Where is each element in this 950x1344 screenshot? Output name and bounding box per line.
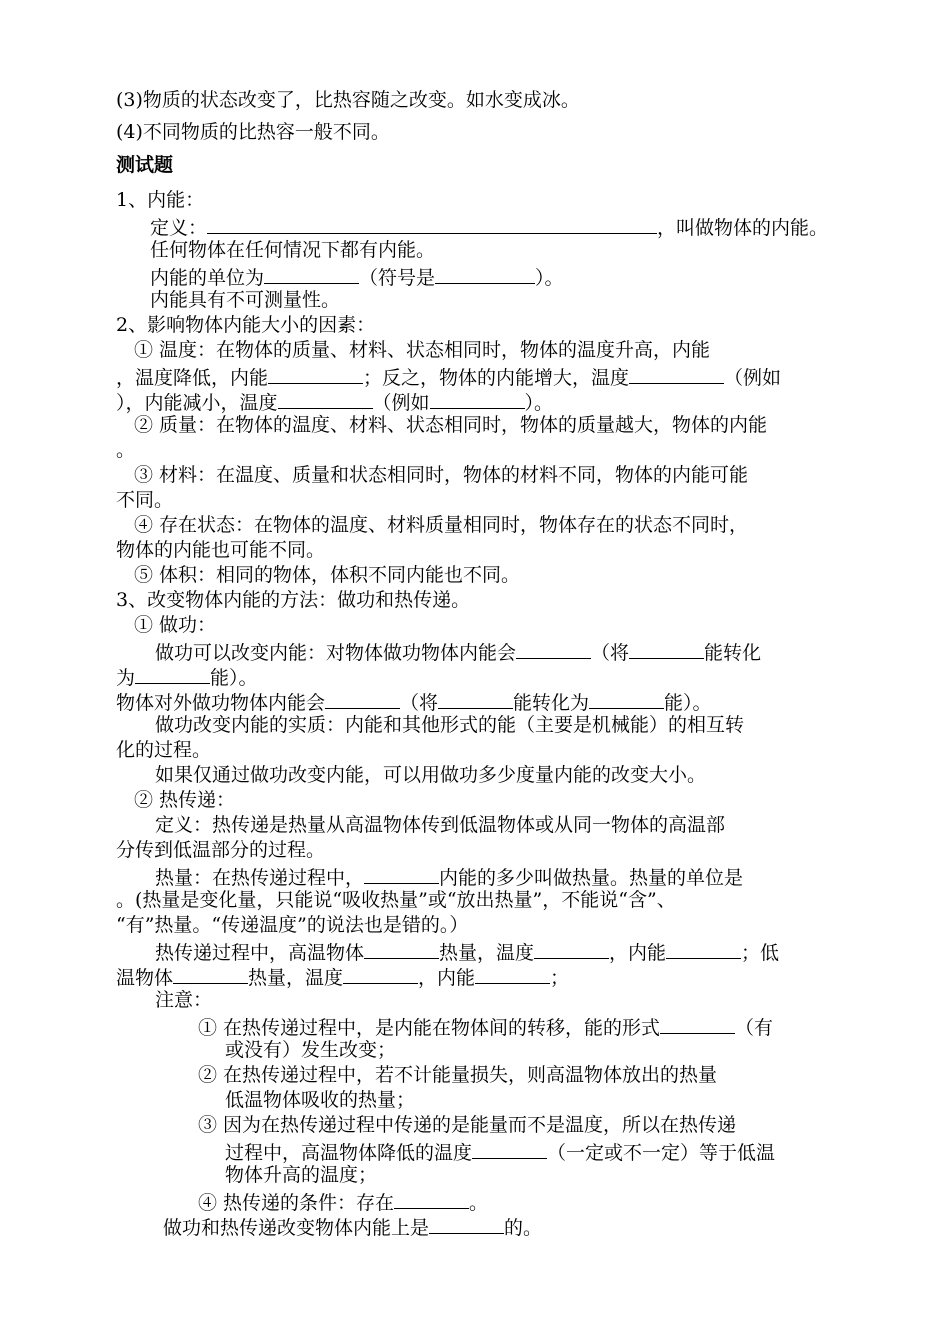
section-title: 测试题 (116, 154, 174, 176)
q2-state-2: 物体的内能也可能不同。 (116, 539, 326, 561)
q1-heading: 1、内能： (116, 189, 205, 211)
q3-heat-heading: ② 热传递： (134, 789, 236, 811)
q3-note-1b: 或没有）发生改变； (225, 1039, 397, 1061)
blank[interactable] (173, 963, 248, 984)
q1-measure: 内能具有不可测量性。 (150, 289, 341, 311)
blank[interactable] (629, 363, 724, 384)
blank[interactable] (534, 938, 609, 959)
blank[interactable] (629, 638, 704, 659)
blank[interactable] (516, 638, 591, 659)
q2-heading: 2、影响物体内能大小的因素： (116, 314, 376, 336)
q3-heat-amount-3: “有”热量。“传递温度”的说法也是错的。） (116, 914, 469, 936)
q2-mass-2: 。 (116, 439, 136, 461)
q2-material-2: 不同。 (116, 489, 174, 511)
q3-heat-def-1: 定义：热传递是热量从高温物体传到低温物体或从同一物体的高温部 (155, 814, 726, 836)
blank[interactable] (472, 1138, 547, 1159)
q3-note-4: ④ 热传递的条件：存在 。 (198, 1188, 488, 1216)
q3-work-2: 为 能）。 (116, 663, 258, 691)
q3-final: 做功和热传递改变物体内能上是 的。 (163, 1213, 542, 1241)
blank[interactable] (430, 388, 525, 409)
q1-unit: 内能的单位为 （符号是 ）。 (150, 263, 564, 291)
q3-process-1: 热传递过程中，高温物体 热量，温度 ，内能 ；低 (155, 938, 779, 966)
blank[interactable] (589, 688, 664, 709)
q3-note-heading: 注意： (155, 989, 213, 1011)
blank[interactable] (435, 263, 535, 284)
q3-heading: 3、改变物体内能的方法：做功和热传递。 (116, 589, 471, 611)
q1-definition: 定义： ，叫做物体的内能。 (150, 213, 828, 241)
q3-heat-amount-1: 热量：在热传递过程中， 内能的多少叫做热量。热量的单位是 (155, 863, 743, 891)
q2-temp-1: ① 温度：在物体的质量、材料、状态相同时，物体的温度升高，内能 (134, 339, 711, 361)
q3-heat-def-2: 分传到低温部分的过程。 (116, 839, 326, 861)
blank[interactable] (429, 1213, 504, 1234)
q3-work-heading: ① 做功： (134, 614, 217, 636)
q3-essence-1: 做功改变内能的实质：内能和其他形式的能（主要是机械能）的相互转 (155, 714, 745, 736)
q2-temp-3: ），内能减小，温度 （例如 ）。 (116, 388, 553, 416)
q3-note-3a: ③ 因为在热传递过程中传递的是能量而不是温度，所以在热传递 (198, 1114, 737, 1136)
q3-note-2b: 低温物体吸收的热量； (225, 1089, 416, 1111)
blank[interactable] (364, 938, 439, 959)
blank[interactable] (394, 1188, 469, 1209)
q2-mass-1: ② 质量：在物体的温度、材料、状态相同时，物体的质量越大，物体的内能 (134, 414, 768, 436)
q1-any: 任何物体在任何情况下都有内能。 (150, 239, 436, 261)
q3-work-1: 做功可以改变内能：对物体做功物体内能会 （将 能转化 (155, 638, 761, 666)
q2-material-1: ③ 材料：在温度、质量和状态相同时，物体的材料不同，物体的内能可能 (134, 464, 749, 486)
blank[interactable] (278, 388, 373, 409)
blank[interactable] (666, 938, 741, 959)
blank[interactable] (475, 963, 550, 984)
blank[interactable] (268, 363, 363, 384)
q2-state-1: ④ 存在状态：在物体的温度、材料质量相同时，物体存在的状态不同时， (134, 514, 749, 536)
q3-measure: 如果仅通过做功改变内能，可以用做功多少度量内能的改变大小。 (155, 764, 707, 786)
q3-heat-amount-2: 。(热量是变化量，只能说“吸收热量”或“放出热量”，不能说“含”、 (116, 889, 676, 911)
blank[interactable] (343, 963, 418, 984)
blank[interactable] (264, 263, 359, 284)
q3-note-3b: 过程中，高温物体降低的温度 （一定或不一定）等于低温 (225, 1138, 775, 1166)
blank[interactable] (135, 663, 210, 684)
q3-work-3: 物体对外做功物体内能会 （将 能转化为 能）。 (116, 688, 712, 716)
q3-essence-2: 化的过程。 (116, 739, 212, 761)
q2-volume: ⑤ 体积：相同的物体，体积不同内能也不同。 (134, 564, 521, 586)
blank[interactable] (438, 688, 513, 709)
blank[interactable] (364, 863, 439, 884)
blank[interactable] (207, 213, 657, 234)
blank[interactable] (325, 688, 400, 709)
q3-note-2a: ② 在热传递过程中，若不计能量损失，则高温物体放出的热量 (198, 1064, 718, 1086)
q3-note-1a: ① 在热传递过程中，是内能在物体间的转移，能的形式 （有 (198, 1013, 773, 1041)
intro-line-4: (4)不同物质的比热容一般不同。 (116, 121, 390, 143)
intro-line-3: (3)物质的状态改变了，比热容随之改变。如水变成冰。 (116, 89, 580, 111)
q3-note-3c: 物体升高的温度； (225, 1164, 378, 1186)
blank[interactable] (660, 1013, 735, 1034)
q3-process-2: 温物体 热量，温度 ，内能 ； (116, 963, 569, 991)
q2-temp-2: ，温度降低，内能 ；反之，物体的内能增大，温度 （例如 (116, 363, 781, 391)
